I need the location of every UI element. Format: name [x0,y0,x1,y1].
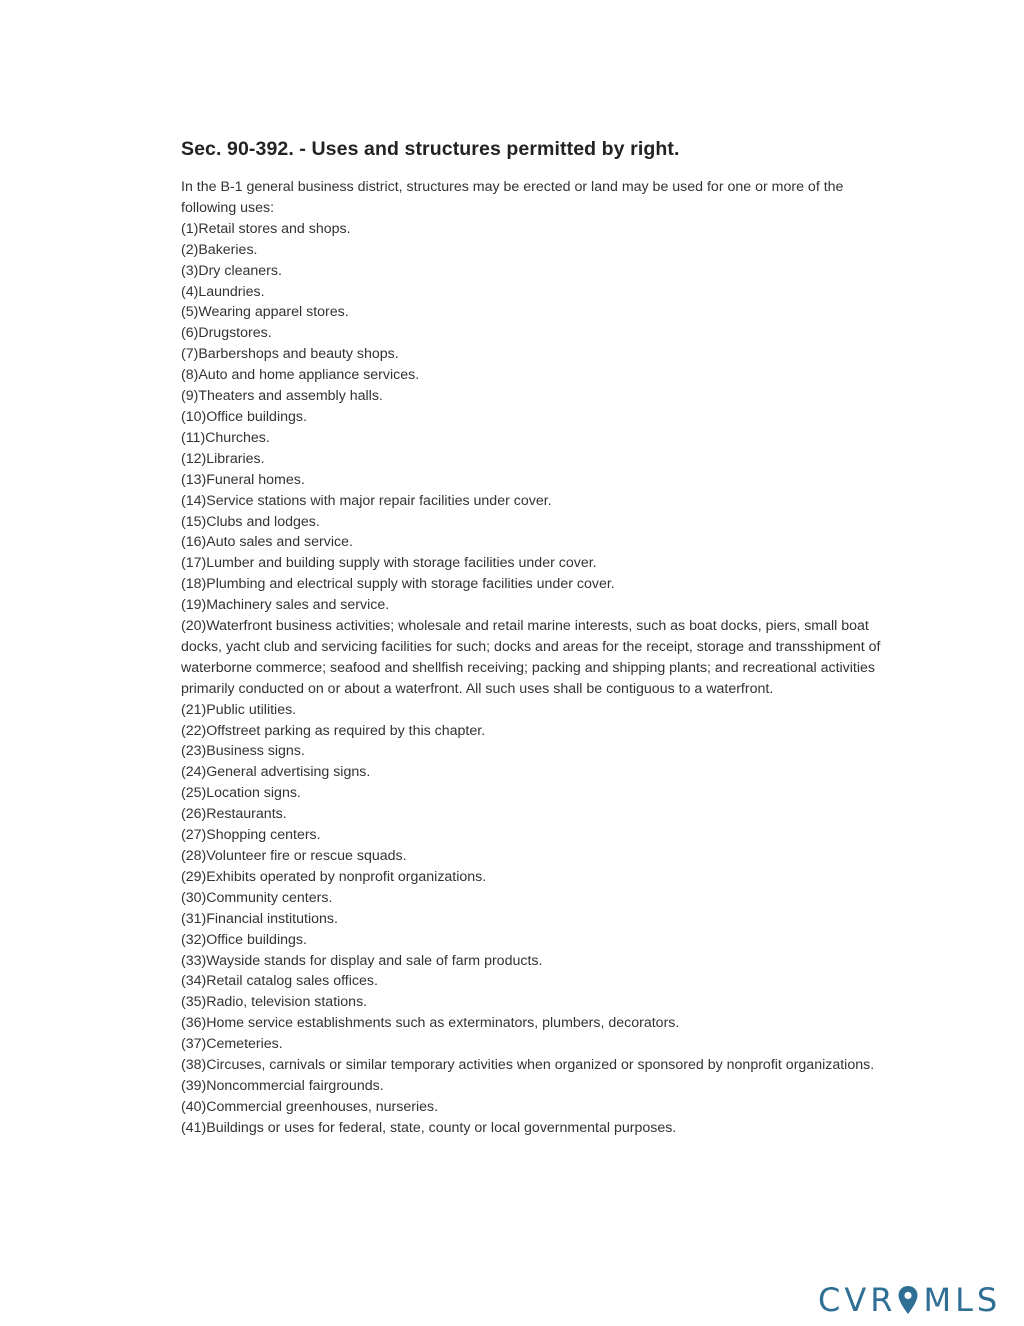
cvrmls-logo [818,1281,1001,1319]
list-item: (2)Bakeries. [181,241,258,258]
list-item: (32)Office buildings. [181,931,307,948]
list-item: (41)Buildings or uses for federal, state, county or local governmental purposes. [181,1119,677,1136]
list-item: (24)General advertising signs. [181,764,371,781]
list-item: (9)Theaters and assembly halls. [181,388,383,405]
list-item: (13)Funeral homes. [181,471,305,488]
list-item: (38)Circuses, carnivals or similar temporary activities when organized or sponsored by nonprofit organizations. [181,1057,875,1074]
list-item: (30)Community centers. [181,889,333,906]
list-item: (35)Radio, television stations. [181,994,368,1011]
list-item: (11)Churches. [181,429,270,446]
list-item: (3)Dry cleaners. [181,262,282,279]
list-item: (6)Drugstores. [181,325,272,342]
list-item: (7)Barbershops and beauty shops. [181,346,399,363]
document-page [181,138,901,1139]
intro-paragraph: In the B-1 general business district, structures may be erected or land may be used for one or more of the following uses: [181,179,844,216]
list-item: (10)Office buildings. [181,408,307,425]
list-item: (26)Restaurants. [181,806,287,823]
list-item: (18)Plumbing and electrical supply with storage facilities under cover. [181,576,615,593]
list-item: (16)Auto sales and service. [181,534,353,551]
list-item: (40)Commercial greenhouses, nurseries. [181,1098,439,1115]
list-item: (36)Home service establishments such as exterminators, plumbers, decorators. [181,1015,680,1032]
list-item: (28)Volunteer fire or rescue squads. [181,848,407,864]
section-title: Sec. 90-392. - Uses and structures permitted by right. [181,138,680,160]
list-item: (4)Laundries. [181,283,265,300]
list-item: (37)Cemeteries. [181,1036,283,1053]
list-item: (5)Wearing apparel stores. [181,304,349,321]
map-pin-icon [897,1285,919,1315]
list-item: (27)Shopping centers. [181,827,321,844]
list-item: (22)Offstreet parking as required by this chapter. [181,722,486,739]
list-item: (1)Retail stores and shops. [181,220,351,237]
list-item: (21)Public utilities. [181,701,297,718]
list-item: (23)Business signs. [181,743,305,760]
list-item: (14)Service stations with major repair facilities under cover. [181,492,552,509]
list-item: (25)Location signs. [181,785,301,802]
logo-text-left: CVR [818,1281,897,1319]
list-item: (12)Libraries. [181,450,265,467]
list-item: (17)Lumber and building supply with storage facilities under cover. [181,555,597,572]
list-item: (31)Financial institutions. [181,910,338,927]
list-item: (19)Machinery sales and service. [181,597,390,614]
list-item: (8)Auto and home appliance services. [181,367,420,384]
list-item: (33)Wayside stands for display and sale of farm products. [181,952,543,969]
logo-text-right: MLS [923,1281,1002,1319]
list-item: (34)Retail catalog sales offices. [181,973,378,990]
list-item: (39)Noncommercial fairgrounds. [181,1077,384,1094]
permitted-uses-list [181,219,901,1139]
list-item: (20)Waterfront business activities; wholesale and retail marine interests, such as boat docks, piers, small boat docks, yacht club and servicing facilities for such; docks and areas for the receipt, storage and transshipment of waterborne commerce; seafood and shellfish receiving; packing and shipping plants; and recreational activities primarily conducted on or about a waterfront. All such uses shall be contiguous to a waterfront. [181,618,881,697]
list-item: (29)Exhibits operated by nonprofit organizations. [181,868,487,885]
list-item: (15)Clubs and lodges. [181,513,320,530]
